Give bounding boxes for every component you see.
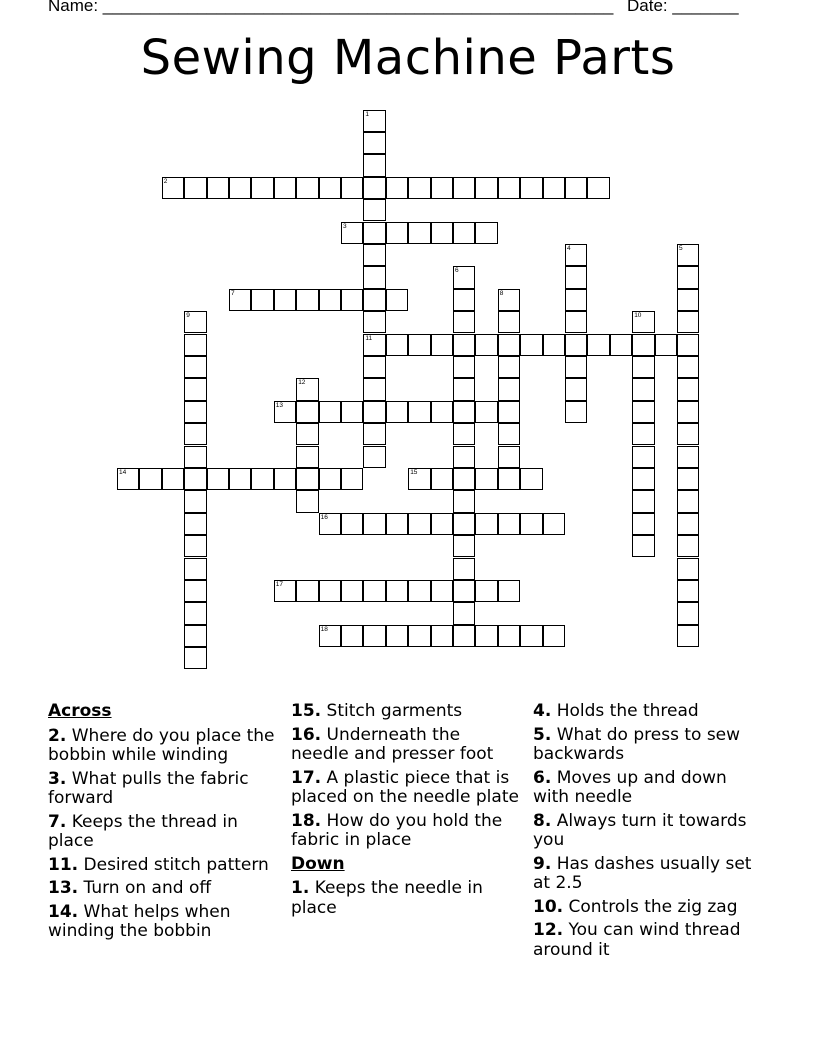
grid-cell[interactable] xyxy=(184,490,206,512)
grid-cell[interactable] xyxy=(453,266,475,288)
grid-cell[interactable] xyxy=(632,378,654,400)
clue-number: 5 xyxy=(679,244,683,252)
grid-cell[interactable] xyxy=(363,423,385,445)
clue-num: 8. xyxy=(533,810,552,831)
grid-cell[interactable] xyxy=(677,423,699,445)
grid-cell[interactable] xyxy=(296,177,318,199)
grid-cell[interactable] xyxy=(565,378,587,400)
clue-number: 4 xyxy=(567,244,571,252)
grid-cell[interactable] xyxy=(431,625,453,647)
grid-cell[interactable] xyxy=(498,177,520,199)
grid-cell[interactable] xyxy=(453,378,475,400)
grid-cell[interactable] xyxy=(565,356,587,378)
grid-cell[interactable] xyxy=(453,356,475,378)
grid-cell[interactable] xyxy=(677,558,699,580)
grid-cell[interactable] xyxy=(363,446,385,468)
grid-cell[interactable] xyxy=(677,289,699,311)
date-field: Date: _______ xyxy=(627,0,739,15)
clue-item xyxy=(291,726,523,765)
clue-num: 4. xyxy=(533,701,552,721)
grid-cell[interactable] xyxy=(498,625,520,647)
grid-cell[interactable] xyxy=(677,311,699,333)
grid-cell[interactable] xyxy=(453,580,475,602)
grid-cell[interactable] xyxy=(677,401,699,423)
grid-cell[interactable] xyxy=(453,513,475,535)
clue-item xyxy=(48,727,280,766)
grid-cell[interactable] xyxy=(677,244,699,266)
grid-cell[interactable] xyxy=(632,334,654,356)
grid-cell[interactable] xyxy=(229,289,251,311)
grid-cell[interactable] xyxy=(565,311,587,333)
grid-cell[interactable] xyxy=(341,580,363,602)
grid-cell[interactable] xyxy=(363,266,385,288)
across-clue-list xyxy=(48,727,280,942)
grid-cell[interactable] xyxy=(296,378,318,400)
grid-cell[interactable] xyxy=(453,602,475,624)
grid-cell[interactable] xyxy=(386,513,408,535)
grid-cell[interactable] xyxy=(363,132,385,154)
grid-cell[interactable] xyxy=(475,177,497,199)
clue-num: 1. xyxy=(291,878,310,898)
grid-cell[interactable] xyxy=(184,177,206,199)
grid-cell[interactable] xyxy=(296,468,318,490)
clue-num: 15. xyxy=(291,701,322,721)
grid-cell[interactable] xyxy=(498,401,520,423)
grid-cell[interactable] xyxy=(408,334,430,356)
clue-text: Underneath the needle and presser foot xyxy=(291,724,494,764)
grid-cell[interactable] xyxy=(251,468,273,490)
grid-cell[interactable] xyxy=(677,535,699,557)
grid-cell[interactable] xyxy=(341,625,363,647)
clue-num: 6. xyxy=(533,767,552,788)
clue-column-1 xyxy=(48,702,280,946)
grid-cell[interactable] xyxy=(677,468,699,490)
grid-cell[interactable] xyxy=(139,468,161,490)
grid-cell[interactable] xyxy=(274,289,296,311)
grid-cell[interactable] xyxy=(184,378,206,400)
clue-text: Where do you place the bobbin while winding xyxy=(48,725,275,765)
grid-cell[interactable] xyxy=(319,401,341,423)
clue-item xyxy=(48,856,280,876)
grid-cell[interactable] xyxy=(319,625,341,647)
grid-cell[interactable] xyxy=(475,401,497,423)
grid-cell[interactable] xyxy=(229,177,251,199)
grid-cell[interactable] xyxy=(274,468,296,490)
grid-cell[interactable] xyxy=(251,289,273,311)
grid-cell[interactable] xyxy=(453,446,475,468)
grid-cell[interactable] xyxy=(162,468,184,490)
grid-cell[interactable] xyxy=(319,289,341,311)
grid-cell[interactable] xyxy=(408,177,430,199)
clue-text: Turn on and off xyxy=(78,878,212,898)
clue-num: 2. xyxy=(48,725,67,746)
grid-cell[interactable] xyxy=(431,580,453,602)
grid-cell[interactable] xyxy=(475,625,497,647)
grid-cell[interactable] xyxy=(565,266,587,288)
grid-cell[interactable] xyxy=(475,468,497,490)
clue-item xyxy=(533,702,765,722)
grid-cell[interactable] xyxy=(498,468,520,490)
grid-cell[interactable] xyxy=(498,580,520,602)
grid-cell[interactable] xyxy=(296,490,318,512)
clue-item xyxy=(533,812,765,851)
clue-num: 10. xyxy=(533,896,564,917)
clue-num: 7. xyxy=(48,811,67,832)
name-field: Name: ______________________________________________________ xyxy=(48,0,614,15)
grid-cell[interactable] xyxy=(363,177,385,199)
grid-cell[interactable] xyxy=(677,266,699,288)
grid-cell[interactable] xyxy=(184,311,206,333)
clue-number: 8 xyxy=(499,289,504,297)
grid-cell[interactable] xyxy=(341,289,363,311)
grid-cell[interactable] xyxy=(363,110,385,132)
grid-cell[interactable] xyxy=(543,177,565,199)
grid-cell[interactable] xyxy=(565,289,587,311)
clue-item xyxy=(533,921,765,960)
grid-cell[interactable] xyxy=(677,625,699,647)
across-heading: Across xyxy=(48,701,112,721)
down-clue-list-continued xyxy=(533,702,765,960)
page-title: Sewing Machine Parts xyxy=(140,30,676,86)
grid-cell[interactable] xyxy=(431,177,453,199)
clue-text: Keeps the needle in place xyxy=(291,878,483,918)
grid-cell[interactable] xyxy=(453,222,475,244)
grid-cell[interactable] xyxy=(677,446,699,468)
grid-cell[interactable] xyxy=(386,334,408,356)
grid-cell[interactable] xyxy=(498,311,520,333)
grid-cell[interactable] xyxy=(363,311,385,333)
clue-item xyxy=(291,879,523,918)
grid-cell[interactable] xyxy=(677,602,699,624)
grid-cell[interactable] xyxy=(184,423,206,445)
grid-cell[interactable] xyxy=(363,356,385,378)
grid-cell[interactable] xyxy=(184,513,206,535)
clue-number: 10 xyxy=(634,312,642,320)
grid-cell[interactable] xyxy=(274,177,296,199)
grid-cell[interactable] xyxy=(677,356,699,378)
grid-cell[interactable] xyxy=(677,513,699,535)
grid-cell[interactable] xyxy=(207,468,229,490)
clue-item xyxy=(48,879,280,899)
clue-num: 17. xyxy=(291,767,322,788)
clue-num: 12. xyxy=(533,920,564,940)
clue-number: 11 xyxy=(365,334,373,342)
grid-cell[interactable] xyxy=(341,177,363,199)
grid-cell[interactable] xyxy=(363,154,385,176)
clue-text: What do press to sew backwards xyxy=(533,724,741,764)
grid-cell[interactable] xyxy=(453,289,475,311)
grid-cell[interactable] xyxy=(677,334,699,356)
grid-cell[interactable] xyxy=(453,177,475,199)
grid-cell[interactable] xyxy=(363,513,385,535)
clue-column-2 xyxy=(291,702,523,922)
grid-cell[interactable] xyxy=(655,334,677,356)
grid-cell[interactable] xyxy=(207,177,229,199)
clue-num: 13. xyxy=(48,878,79,898)
grid-cell[interactable] xyxy=(431,334,453,356)
grid-cell[interactable] xyxy=(453,490,475,512)
grid-cell[interactable] xyxy=(475,334,497,356)
grid-cell[interactable] xyxy=(408,468,430,490)
grid-cell[interactable] xyxy=(363,625,385,647)
grid-cell[interactable] xyxy=(184,580,206,602)
clue-text: Moves up and down with needle xyxy=(533,767,727,807)
clue-num: 9. xyxy=(533,853,552,874)
grid-cell[interactable] xyxy=(543,334,565,356)
grid-cell[interactable] xyxy=(363,334,385,356)
clue-number: 18 xyxy=(320,625,328,633)
clue-item xyxy=(291,812,523,851)
grid-cell[interactable] xyxy=(498,423,520,445)
grid-cell[interactable] xyxy=(677,378,699,400)
grid-cell[interactable] xyxy=(408,625,430,647)
grid-cell[interactable] xyxy=(453,334,475,356)
grid-cell[interactable] xyxy=(498,356,520,378)
clue-text: Controls the zig zag xyxy=(563,896,738,917)
grid-cell[interactable] xyxy=(498,513,520,535)
grid-cell[interactable] xyxy=(408,401,430,423)
grid-cell[interactable] xyxy=(363,401,385,423)
clue-text: What pulls the fabric forward xyxy=(48,768,249,808)
grid-cell[interactable] xyxy=(386,289,408,311)
grid-cell[interactable] xyxy=(587,177,609,199)
grid-cell[interactable] xyxy=(408,222,430,244)
grid-cell[interactable] xyxy=(251,177,273,199)
clue-number: 1 xyxy=(365,110,370,118)
clue-text: Keeps the thread in place xyxy=(48,811,238,851)
grid-cell[interactable] xyxy=(632,311,654,333)
clue-num: 14. xyxy=(48,901,79,922)
clue-number: 2 xyxy=(163,177,168,185)
clue-num: 11. xyxy=(48,854,79,875)
clue-item xyxy=(291,769,523,808)
clue-item xyxy=(533,898,765,918)
grid-cell[interactable] xyxy=(453,423,475,445)
grid-cell[interactable] xyxy=(453,468,475,490)
clue-number: 16 xyxy=(320,513,328,521)
grid-cell[interactable] xyxy=(319,513,341,535)
grid-cell[interactable] xyxy=(453,311,475,333)
grid-cell[interactable] xyxy=(520,625,542,647)
grid-cell[interactable] xyxy=(229,468,251,490)
clue-item xyxy=(48,770,280,809)
grid-cell[interactable] xyxy=(296,401,318,423)
grid-cell[interactable] xyxy=(632,490,654,512)
clue-item xyxy=(533,855,765,894)
grid-cell[interactable] xyxy=(363,580,385,602)
clue-number: 7 xyxy=(231,289,235,297)
grid-cell[interactable] xyxy=(543,513,565,535)
grid-cell[interactable] xyxy=(296,446,318,468)
grid-cell[interactable] xyxy=(498,334,520,356)
grid-cell[interactable] xyxy=(498,378,520,400)
clue-number: 15 xyxy=(410,468,418,476)
grid-cell[interactable] xyxy=(475,580,497,602)
grid-cell[interactable] xyxy=(431,513,453,535)
clue-number: 13 xyxy=(275,401,284,409)
clue-text: Holds the thread xyxy=(551,701,699,721)
grid-cell[interactable] xyxy=(431,401,453,423)
grid-cell[interactable] xyxy=(610,334,632,356)
grid-cell[interactable] xyxy=(319,177,341,199)
grid-cell[interactable] xyxy=(498,289,520,311)
grid-cell[interactable] xyxy=(386,625,408,647)
grid-cell[interactable] xyxy=(341,513,363,535)
grid-cell[interactable] xyxy=(117,468,139,490)
grid-cell[interactable] xyxy=(386,222,408,244)
clue-number: 17 xyxy=(275,580,284,588)
grid-cell[interactable] xyxy=(363,244,385,266)
grid-cell[interactable] xyxy=(296,289,318,311)
clue-num: 5. xyxy=(533,724,552,745)
grid-cell[interactable] xyxy=(632,423,654,445)
grid-cell[interactable] xyxy=(431,222,453,244)
grid-cell[interactable] xyxy=(431,468,453,490)
clue-number: 6 xyxy=(455,267,459,275)
grid-cell[interactable] xyxy=(184,625,206,647)
clue-column-3 xyxy=(533,702,765,964)
clue-number: 3 xyxy=(343,222,347,230)
clue-number: 14 xyxy=(119,468,127,476)
clue-text: Has dashes usually set at 2.5 xyxy=(533,853,752,893)
clue-text: How do you hold the fabric in place xyxy=(291,810,503,850)
clue-number: 9 xyxy=(186,312,190,320)
grid-cell[interactable] xyxy=(184,558,206,580)
grid-cell[interactable] xyxy=(363,378,385,400)
grid-cell[interactable] xyxy=(184,446,206,468)
grid-cell[interactable] xyxy=(408,513,430,535)
grid-cell[interactable] xyxy=(296,423,318,445)
clue-item xyxy=(291,702,523,722)
grid-cell[interactable] xyxy=(453,535,475,557)
grid-cell[interactable] xyxy=(274,401,296,423)
clue-text: Stitch garments xyxy=(321,701,463,721)
grid-cell[interactable] xyxy=(520,177,542,199)
grid-cell[interactable] xyxy=(386,580,408,602)
grid-cell[interactable] xyxy=(319,580,341,602)
grid-cell[interactable] xyxy=(341,468,363,490)
grid-cell[interactable] xyxy=(184,468,206,490)
grid-cell[interactable] xyxy=(184,647,206,669)
down-clue-list xyxy=(291,879,523,918)
grid-cell[interactable] xyxy=(363,199,385,221)
grid-cell[interactable] xyxy=(632,446,654,468)
grid-cell[interactable] xyxy=(341,401,363,423)
grid-cell[interactable] xyxy=(184,401,206,423)
grid-cell[interactable] xyxy=(274,580,296,602)
grid-cell[interactable] xyxy=(184,602,206,624)
grid-cell[interactable] xyxy=(565,177,587,199)
grid-cell[interactable] xyxy=(498,446,520,468)
clue-item xyxy=(533,726,765,765)
grid-cell[interactable] xyxy=(184,535,206,557)
grid-cell[interactable] xyxy=(363,289,385,311)
clue-num: 3. xyxy=(48,768,67,789)
grid-cell[interactable] xyxy=(341,222,363,244)
grid-cell[interactable] xyxy=(319,468,341,490)
clue-text: Always turn it towards you xyxy=(533,810,747,850)
grid-cell[interactable] xyxy=(475,222,497,244)
grid-cell[interactable] xyxy=(520,468,542,490)
clue-num: 18. xyxy=(291,810,322,831)
grid-cell[interactable] xyxy=(543,625,565,647)
clue-text: Desired stitch pattern xyxy=(78,854,269,875)
grid-cell[interactable] xyxy=(386,177,408,199)
grid-cell[interactable] xyxy=(520,513,542,535)
grid-cell[interactable] xyxy=(184,356,206,378)
clue-text: You can wind thread around it xyxy=(533,920,741,960)
grid-cell[interactable] xyxy=(632,513,654,535)
clue-text: A plastic piece that is placed on the needle plate xyxy=(291,767,519,807)
grid-cell[interactable] xyxy=(677,490,699,512)
grid-cell[interactable] xyxy=(386,401,408,423)
clue-item xyxy=(48,903,280,942)
grid-cell[interactable] xyxy=(587,334,609,356)
grid-cell[interactable] xyxy=(363,222,385,244)
grid-cell[interactable] xyxy=(475,513,497,535)
clue-num: 16. xyxy=(291,724,322,745)
grid-cell[interactable] xyxy=(453,401,475,423)
grid-cell[interactable] xyxy=(632,468,654,490)
grid-cell[interactable] xyxy=(296,580,318,602)
grid-cell[interactable] xyxy=(632,535,654,557)
clue-text: What helps when winding the bobbin xyxy=(48,901,231,941)
grid-cell[interactable] xyxy=(565,244,587,266)
grid-cell[interactable] xyxy=(184,334,206,356)
down-heading: Down xyxy=(291,853,345,874)
across-clue-list-continued xyxy=(291,702,523,851)
grid-cell[interactable] xyxy=(453,558,475,580)
grid-cell[interactable] xyxy=(520,334,542,356)
grid-cell[interactable] xyxy=(162,177,184,199)
grid-cell[interactable] xyxy=(408,580,430,602)
grid-cell[interactable] xyxy=(565,401,587,423)
grid-cell[interactable] xyxy=(632,401,654,423)
grid-cell[interactable] xyxy=(565,334,587,356)
clue-item xyxy=(533,769,765,808)
clue-number: 12 xyxy=(298,379,306,387)
grid-cell[interactable] xyxy=(453,625,475,647)
clue-item xyxy=(48,813,280,852)
grid-cell[interactable] xyxy=(632,356,654,378)
grid-cell[interactable] xyxy=(677,580,699,602)
